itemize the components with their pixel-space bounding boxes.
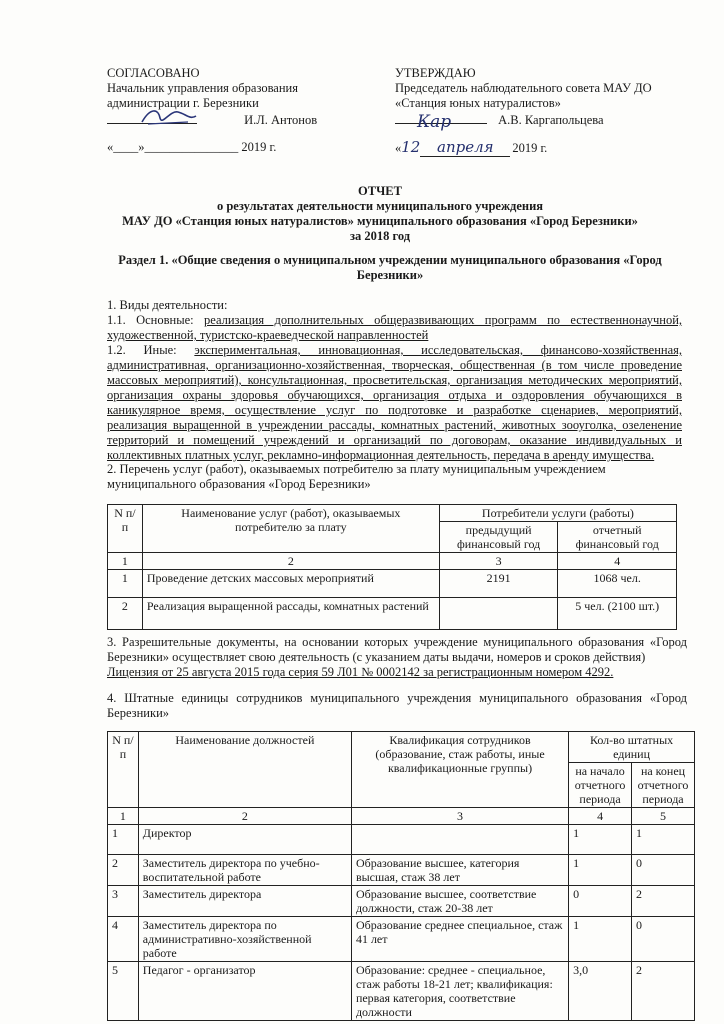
services-colnum-1: 1 [108, 553, 143, 570]
staff-colnum-5: 5 [632, 808, 695, 825]
report-subtitle-1: о результатах деятельности муниципального учреждения [216, 199, 544, 213]
approval-left-name: И.Л. Антонов [244, 113, 318, 127]
staff-row-num: 3 [108, 886, 139, 917]
approval-left-line2: администрации г. Березники [107, 96, 259, 110]
staff-row-end: 1 [632, 825, 695, 855]
staff-row-end: 2 [632, 886, 695, 917]
approval-right-title: УТВЕРЖДАЮ [395, 66, 476, 80]
table-row [108, 598, 677, 630]
activities-other-label: 1.2. Иные: [107, 343, 177, 357]
services-row-name: Проведение детских массовых мероприятий [142, 570, 439, 598]
approval-right-line2: «Станция юных натуралистов» [395, 96, 561, 110]
staff-row-num: 2 [108, 855, 139, 886]
date-open-quote: « [395, 141, 402, 155]
staff-row-qualification: Образование среднее специальное, стаж 41 лет [351, 917, 568, 962]
staff-row-end: 0 [632, 855, 695, 886]
services-header-consumers: Потребители услуги (работы) [439, 505, 676, 522]
staff-row-qualification: Образование: среднее - специальное, стаж работы 18-21 лет; квалификация: первая категория, соответствие должности [351, 962, 568, 1021]
services-colnum-4: 4 [558, 553, 677, 570]
permits-text: 3. Разрешительные документы, на основании которых учреждение муниципального образования «Город Березники» осуществляет свою деятельность (с указанием даты выдачи, номеров и сроков действия) [107, 635, 687, 664]
services-colnum-2: 2 [142, 553, 439, 570]
approval-left-date: «____»_______________ 2019 г. [107, 140, 277, 154]
services-row-num: 2 [108, 598, 143, 630]
approval-right-name: А.В. Каргапольцева [498, 113, 604, 127]
date-year: 2019 г. [512, 141, 548, 155]
staff-row-qualification [351, 825, 568, 855]
staff-row-num: 4 [108, 917, 139, 962]
services-table [107, 504, 677, 630]
staff-intro: 4. Штатные единицы сотрудников муниципального учреждения муниципального образования «Город Березники» [107, 691, 687, 720]
services-row-prev [439, 598, 558, 630]
staff-header-num: N п/п [108, 732, 139, 808]
approval-right-line1: Председатель наблюдательного совета МАУ ДО [395, 81, 652, 95]
activities-main-label: 1.1. Основные: [107, 313, 194, 327]
staff-row-position: Заместитель директора [138, 886, 351, 917]
services-header-num: N п/п [108, 505, 143, 553]
signature-line [395, 112, 487, 132]
staff-header-end: на конец отчетного периода [632, 763, 695, 808]
table-row [108, 962, 695, 1021]
activities-other-text: экспериментальная, инновационная, исследовательская, финансово-хозяйственная, административная, организационно-хозяйственная, творческая, общественная (в том числе проведение массовых мероприятий), консультационная, просветительская, организация методических мероприятий, организация охраны здоровья обучающихся, организация отдыха и оздоровления обучающихся в каникулярное время, осуществление услуг по подготовке и разработке сценариев, мероприятий, реализация выращенной в учреждении рассады, комнатных растений, животных зооуголка, озеленение территорий и помещений учреждений и организаций по договорам, оказание индивидуальных и коллективных платных услуг, рекламно-информационная деятельность, передача в аренду имущества. [107, 343, 683, 462]
staff-row-num: 1 [108, 825, 139, 855]
services-row-curr: 1068 чел. [558, 570, 677, 598]
handwritten-signature-left [138, 104, 198, 130]
table-row [108, 825, 695, 855]
permits-block [107, 635, 687, 680]
staff-row-position: Заместитель директора по учебно-воспитательной работе [138, 855, 351, 886]
services-row-name: Реализация выращенной рассады, комнатных растений [142, 598, 439, 630]
table-row [108, 886, 695, 917]
section1-title: Раздел 1. «Общие сведения о муниципальном учреждении муниципального образования «Город Березники» [118, 253, 662, 282]
approval-right-date [395, 140, 695, 157]
activities-main-text: реализация дополнительных общеразвивающих программ по естественнонаучной, художественной, туристско-краеведческой направленностей [107, 313, 683, 342]
activities-other [107, 343, 682, 463]
date-day: 12 [401, 138, 421, 156]
staff-row-num: 5 [108, 962, 139, 1021]
approval-left-title: СОГЛАСОВАНО [107, 66, 200, 80]
staff-header-qualification: Квалификация сотрудников (образование, стаж работы, иные квалификационные группы) [351, 732, 568, 808]
services-intro: 2. Перечень услуг (работ), оказываемых потребителю за плату муниципальным учреждением муниципального образования «Город Березники» [107, 462, 606, 491]
staff-row-qualification: Образование высшее, категория высшая, стаж 38 лет [351, 855, 568, 886]
services-row-num: 1 [108, 570, 143, 598]
services-header-name: Наименование услуг (работ), оказываемых потребителю за плату [142, 505, 439, 553]
staff-row-start: 1 [569, 855, 632, 886]
report-subtitle-2: МАУ ДО «Станция юных натуралистов» муниципального образования «Город Березники» [122, 214, 638, 228]
approval-right-signature-row [395, 112, 695, 132]
report-title: ОТЧЕТ [358, 184, 402, 198]
services-row-prev: 2191 [439, 570, 558, 598]
activities-main [107, 313, 682, 343]
staff-table [107, 731, 695, 1021]
staff-colnum-1: 1 [108, 808, 139, 825]
staff-row-position: Директор [138, 825, 351, 855]
activities-head: 1. Виды деятельности: [107, 298, 228, 312]
staff-header-position: Наименование должностей [138, 732, 351, 808]
staff-row-position: Педагог - организатор [138, 962, 351, 1021]
staff-colnum-4: 4 [569, 808, 632, 825]
services-header-prev: предыдущий финансовый год [439, 522, 558, 553]
staff-row-start: 1 [569, 825, 632, 855]
handwritten-signature-right: Кар [417, 112, 452, 132]
services-colnum-3: 3 [439, 553, 558, 570]
services-row-curr: 5 чел. (2100 шт.) [558, 598, 677, 630]
approval-left-line1: Начальник управления образования [107, 81, 298, 95]
staff-row-start: 0 [569, 886, 632, 917]
staff-row-position: Заместитель директора по административно-хозяйственной работе [138, 917, 351, 962]
date-month: апреля [437, 138, 494, 156]
staff-header-start: на начало отчетного периода [569, 763, 632, 808]
staff-row-start: 1 [569, 917, 632, 962]
staff-row-end: 0 [632, 917, 695, 962]
approval-right [395, 66, 695, 157]
services-header-curr: отчетный финансовый год [558, 522, 677, 553]
staff-header-units: Кол-во штатных единиц [569, 732, 695, 763]
report-heading [60, 184, 700, 244]
activities-block [107, 298, 682, 463]
staff-colnum-3: 3 [351, 808, 568, 825]
staff-row-start: 3,0 [569, 962, 632, 1021]
staff-row-end: 2 [632, 962, 695, 1021]
permits-license: Лицензия от 25 августа 2015 года серия 59 Л01 № 0002142 за регистрационным номером 4292. [107, 665, 614, 679]
table-row [108, 917, 695, 962]
staff-row-qualification: Образование высшее, соответствие должности, стаж 20-38 лет [351, 886, 568, 917]
table-row [108, 570, 677, 598]
table-row [108, 855, 695, 886]
report-year: за 2018 год [349, 229, 411, 243]
staff-colnum-2: 2 [138, 808, 351, 825]
